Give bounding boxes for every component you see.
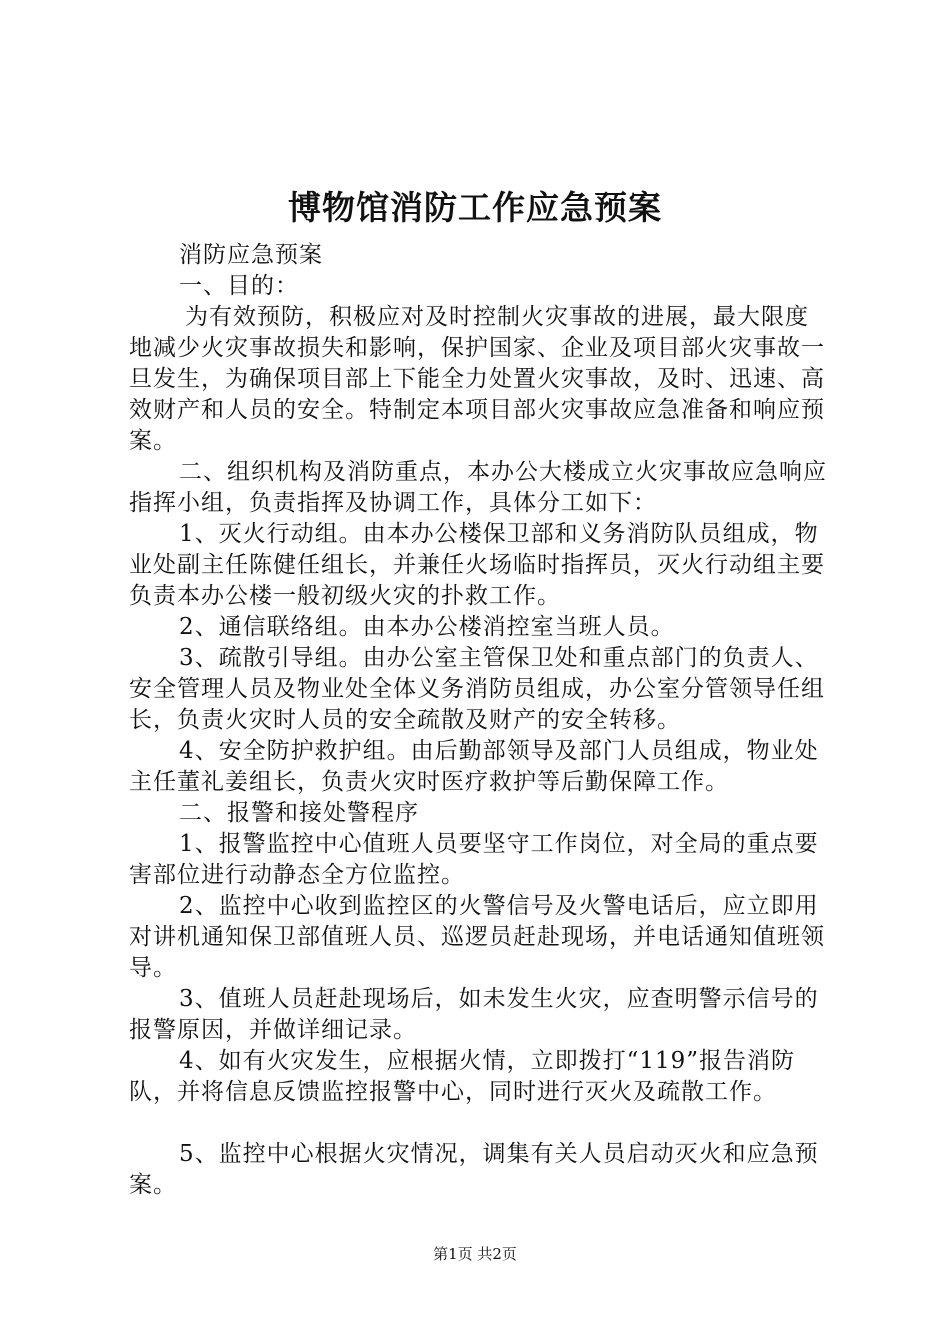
paragraph-alarm-5: 5、监控中心根据火灾情况，调集有关人员启动灭火和应急预案。 bbox=[129, 1141, 819, 1198]
document-body bbox=[129, 240, 829, 1201]
document-title: 博物馆消防工作应急预案 bbox=[288, 188, 662, 227]
paragraph-rescue-team: 4、安全防护救护组。由后勤部领导及部门人员组成，物业处主任董礼姜组长，负责火灾时医疗救护等后勤保障工作。 bbox=[129, 738, 819, 795]
page-footer: 第1页 共2页 bbox=[433, 1245, 517, 1263]
paragraph-section-purpose: 一、目的： bbox=[179, 273, 299, 299]
paragraph-organization: 二、组织机构及消防重点，本办公大楼成立火灾事故应急响应指挥小组，负责指挥及协调工作，具体分工如下： bbox=[129, 459, 827, 516]
paragraph-evac-team: 3、疏散引导组。由办公室主管保卫处和重点部门的负责人、安全管理人员及物业处全体义务消防员组成，办公室分管领导任组长，负责火灾时人员的安全疏散及财产的安全转移。 bbox=[129, 645, 825, 733]
paragraph-alarm-1: 1、报警监控中心值班人员要坚守工作岗位，对全局的重点要害部位进行动静态全方位监控。 bbox=[129, 831, 819, 888]
paragraph-alarm-3: 3、值班人员赶赴现场后，如未发生火灾，应查明警示信号的报警原因，并做详细记录。 bbox=[129, 986, 819, 1043]
paragraph-alarm-4: 4、如有火灾发生，应根据火情，立即拨打“119”报告消防队，并将信息反馈监控报警中心，同时进行灭火及疏散工作。 bbox=[129, 1048, 796, 1105]
paragraph-fire-team: 1、灭火行动组。由本办公楼保卫部和义务消防队员组成，物业处副主任陈健任组长，并兼任火场临时指挥员，灭火行动组主要负责本办公楼一般初级火灾的扑救工作。 bbox=[129, 521, 825, 609]
paragraph-section-alarm: 二、报警和接处警程序 bbox=[179, 800, 419, 826]
blank-line bbox=[129, 1108, 829, 1139]
paragraph-alarm-2: 2、监控中心收到监控区的火警信号及火警电话后，应立即用对讲机通知保卫部值班人员、巡逻员赶赴现场，并电话通知值班领导。 bbox=[129, 893, 825, 981]
paragraph-heading: 消防应急预案 bbox=[179, 242, 323, 268]
paragraph-purpose-text: 为有效预防，积极应对及时控制火灾事故的进展，最大限度地减少火灾事故损失和影响，保护国家、企业及项目部火灾事故一旦发生，为确保项目部上下能全力处置火灾事故，及时、迅速、高效财产和人员的安全。特制定本项目部火灾事故应急准备和响应预案。 bbox=[129, 304, 825, 454]
paragraph-comm-team: 2、通信联络组。由本办公楼消控室当班人员。 bbox=[179, 614, 675, 640]
